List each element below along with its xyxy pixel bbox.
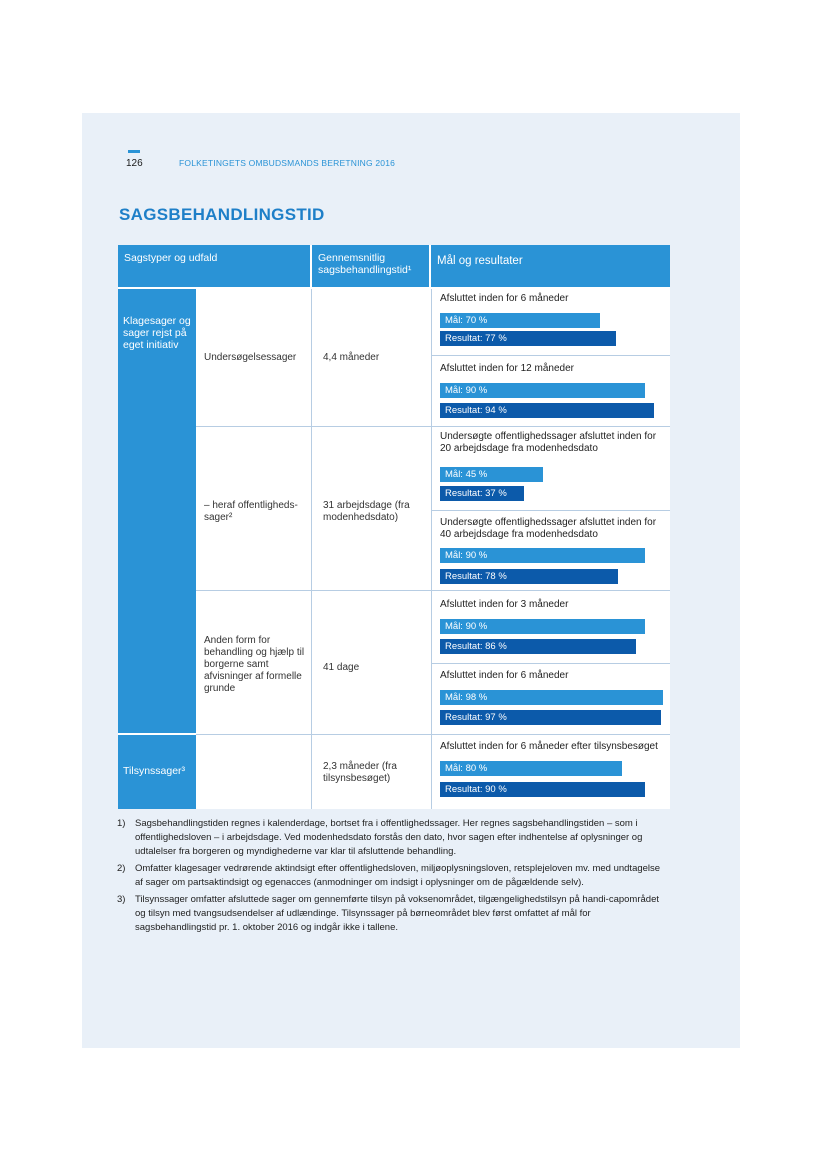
goal-bar: Mål: 45 % [440,467,543,482]
group-label-complaints: Klagesager og sager rejst på eget initiativ [123,315,191,351]
result-bar: Resultat: 78 % [440,569,618,584]
column-header-goals: Mål og resultater [431,245,670,287]
column-divider [431,289,432,809]
footnote [117,817,665,859]
running-header: FOLKETINGETS OMBUDSMANDS BERETNING 2016 [179,158,396,168]
result-bar: Resultat: 97 % [440,710,661,725]
goal-title: Afsluttet inden for 6 måneder efter tilsynsbesøget [440,741,658,752]
goal-title: Afsluttet inden for 3 måneder [440,599,569,610]
page-number: 126 [126,158,143,169]
footnote-text: Tilsynssager omfatter afsluttede sager om gennemførte tilsyn på voksenområdet, tilgængelighedstilsyn på handi-capområdet og tilsyn med tvangsudsendelser af udlændinge. Tilsynssager på børneområdet blev først omfattet af mål for sagsbehandlingstid pr. 1. oktober 2016 og indgår ikke i tallene. [135,894,659,933]
page-accent-bar [128,150,140,153]
goal-bar: Mål: 70 % [440,313,600,328]
goal-divider [432,355,670,356]
avg-time-value: 4,4 måneder [323,352,380,363]
column-header-avg-time: Gennemsnitlig sagsbehandlingstid¹ [312,245,429,287]
footnote-text: Sagsbehandlingstiden regnes i kalenderdage, bortset fra i offentlighedssager. Her regnes sagsbehandlingstiden – som i offentlighedsloven – i arbejdsdage. Ved modenhedsdato forstås den dato, hvor sagen efter indhentelse af oplysninger og udtalelser fra borgeren og myndighederne var klar til afsluttende behandling. [135,818,643,857]
row-divider [196,734,670,735]
result-bar: Resultat: 90 % [440,782,645,797]
result-bar: Resultat: 37 % [440,486,524,501]
goal-bar: Mål: 90 % [440,548,645,563]
page-title: SAGSBEHANDLINGSTID [119,205,325,224]
footnote [117,893,665,935]
goal-bar: Mål: 90 % [440,619,645,634]
footnote-number: 1) [117,818,126,829]
footnotes [117,817,665,938]
column-header-case-types: Sagstyper og udfald [118,245,310,287]
result-bar: Resultat: 77 % [440,331,616,346]
avg-time-value: 31 arbejdsdage (fra modenhedsdato) [323,500,410,523]
goal-bar: Mål: 98 % [440,690,663,705]
column-divider [311,289,312,809]
goal-bar: Mål: 90 % [440,383,645,398]
goal-title: Undersøgte offentlighedssager afsluttet inden for 20 arbejdsdage fra modenhedsdato [440,431,657,454]
group-cell-inspections [118,735,196,809]
footnote-number: 3) [117,894,126,905]
goal-divider [432,510,670,511]
goal-title: Undersøgte offentlighedssager afsluttet inden for 40 arbejdsdage fra modenhedsdato [440,517,657,540]
avg-time-value: 2,3 måneder (fra tilsynsbesøget) [323,761,397,784]
case-type-label: – heraf offentligheds-sager² [204,500,298,523]
goal-title: Afsluttet inden for 6 måneder [440,670,569,681]
goal-divider [432,663,670,664]
result-bar: Resultat: 86 % [440,639,636,654]
goal-bar: Mål: 80 % [440,761,622,776]
result-bar: Resultat: 94 % [440,403,654,418]
group-label-inspections: Tilsynssager³ [123,765,186,777]
footnote-number: 2) [117,863,126,874]
processing-time-table [118,245,670,809]
row-divider [196,590,670,591]
footnote [117,862,665,890]
case-type-label: Undersøgelsessager [204,352,297,363]
case-type-label: Anden form for behandling og hjælp til borgerne samt afvisninger af formelle grunde [204,635,305,694]
goal-title: Afsluttet inden for 6 måneder [440,293,569,304]
footnote-text: Omfatter klagesager vedrørende aktindsigt efter offentlighedsloven, miljøoplysningsloven, retsplejeloven mv. med undtagelse af sager om partsaktindsigt og egenacces (anmodninger om indsigt i oplysninger om de pågældende selv). [135,863,661,888]
goal-title: Afsluttet inden for 12 måneder [440,363,574,374]
row-divider [196,426,670,427]
group-cell-complaints [118,289,196,733]
avg-time-value: 41 dage [323,662,360,673]
